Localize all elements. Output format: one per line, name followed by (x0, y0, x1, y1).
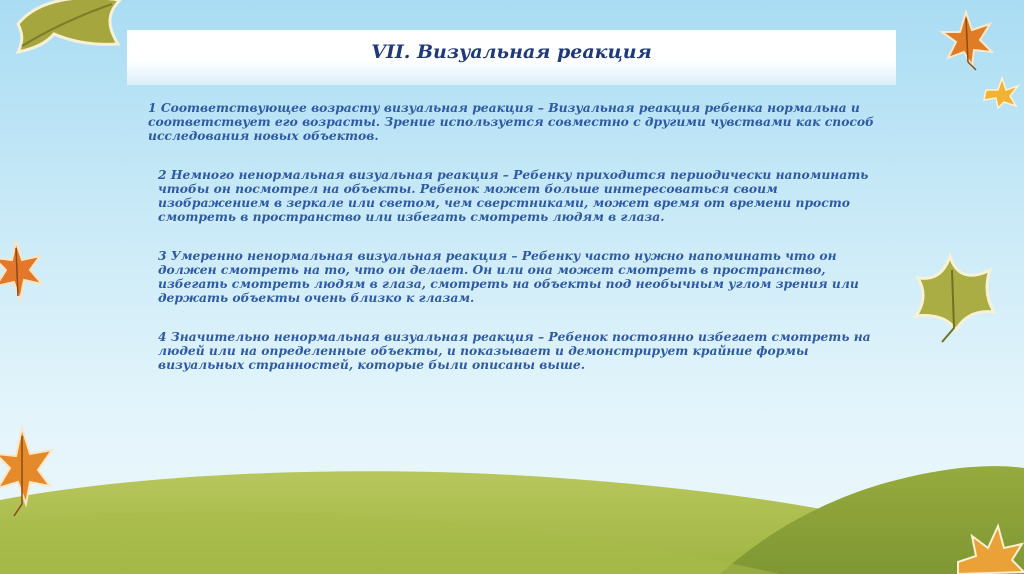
yellow-leaf-icon (982, 76, 1020, 110)
green-leaf-icon (910, 250, 996, 346)
slide-title: VII. Визуальная реакция (371, 41, 652, 63)
paragraph-1: 1 Соответствующее возрасту визуальная реакция – Визуальная реакция ребенка нормальна и соответствует его возрасты. Зрение используется совместно с другими чувствами как способ исследования новых объектов. (148, 100, 874, 143)
orange-leaf-icon (938, 8, 996, 72)
orange-leaf-icon (952, 522, 1024, 574)
orange-leaf-icon (0, 238, 46, 304)
orange-leaf-icon (0, 424, 56, 518)
paragraph-4: 4 Значительно ненормальная визуальная реакция – Ребенок постоянно избегает смотреть на людей или на определенные объекты, и показывает и демонстрирует крайние формы визуальных странностей, которые были описаны выше. (158, 329, 871, 372)
green-leaf-icon (8, 0, 128, 56)
body-text (148, 101, 888, 372)
title-box (127, 30, 896, 85)
paragraph-2: 2 Немного ненормальная визуальная реакция – Ребенку приходится периодически напоминать чтобы он посмотрел на объекты. Ребенок может больше интересоваться своим изображением в зеркале или светом, чем сверстниками, может время от времени просто смотреть в пространство или избегать смотреть людям в глаза. (158, 167, 869, 224)
paragraph-3: 3 Умеренно ненормальная визуальная реакция – Ребенку часто нужно напоминать что он должен смотреть на то, что он делает. Он или она может смотреть в пространство, избегать смотреть людям в глаза, смотреть на объекты под необычным углом зрения или держать объекты очень близко к глазам. (158, 248, 859, 305)
